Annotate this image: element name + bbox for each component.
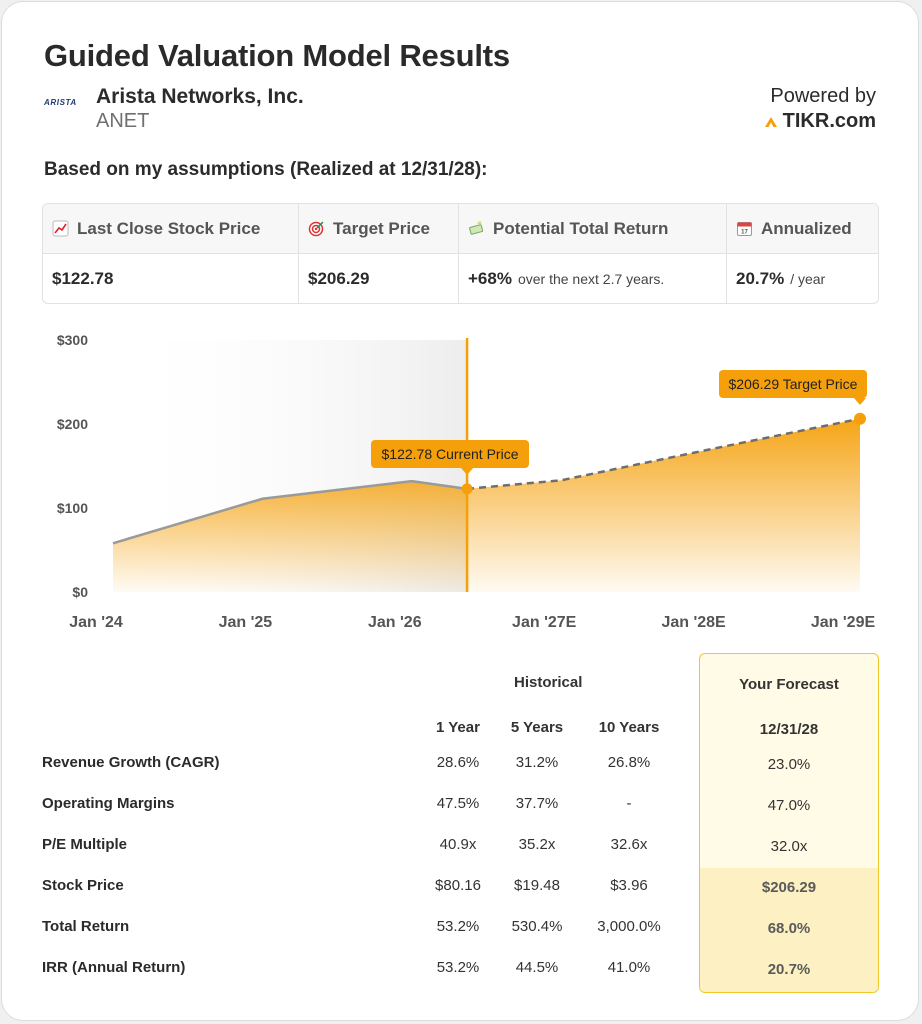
powered-by-label: Powered by	[770, 85, 876, 107]
col-10-years: 10 Years	[598, 719, 660, 736]
forecast-date: 12/31/28	[759, 721, 819, 738]
potential-label: Potential Total Return	[493, 218, 669, 238]
chart-up-icon	[52, 220, 69, 237]
potential-sub: over the next 2.7 years.	[517, 270, 665, 287]
annualized-header	[727, 204, 878, 254]
historical-heading: Historical	[514, 674, 583, 691]
table-row	[0, 836, 922, 866]
company-ticker: ANET	[96, 110, 150, 132]
calendar-icon	[736, 220, 753, 237]
table-row	[0, 918, 922, 948]
target-icon	[308, 220, 325, 237]
row-value: 28.6%	[436, 754, 480, 771]
x-tick-label: Jan '27E	[512, 614, 577, 631]
page-title: Guided Valuation Model Results	[44, 38, 510, 73]
x-tick-label: Jan '26	[367, 614, 422, 631]
y-tick-label: $300	[56, 332, 88, 348]
annualized-value: 20.7%	[736, 268, 785, 288]
row-value: 44.5%	[515, 959, 559, 976]
svg-text:17: 17	[741, 229, 748, 236]
tikr-brand-text: TIKR.com	[782, 110, 876, 132]
col-1-year: 1 Year	[436, 719, 480, 736]
row-value: 41.0%	[607, 959, 651, 976]
row-label: P/E Multiple	[42, 836, 128, 853]
row-label: Total Return	[42, 918, 130, 935]
row-forecast: 68.0%	[767, 920, 811, 937]
row-label: IRR (Annual Return)	[42, 959, 186, 976]
tikr-logo-icon	[764, 116, 778, 128]
x-tick-label: Jan '25	[218, 614, 273, 631]
row-forecast: 20.7%	[767, 961, 811, 978]
y-tick-label: $200	[56, 416, 88, 432]
tikr-brand[interactable]	[764, 110, 876, 133]
row-value: 35.2x	[518, 836, 556, 853]
price-chart	[0, 320, 922, 640]
row-value: 530.4%	[511, 918, 563, 935]
target-label: Target Price	[333, 218, 431, 238]
current-price-point	[462, 483, 473, 494]
last-close-label: Last Close Stock Price	[77, 218, 261, 238]
last-close-value: $122.78	[52, 268, 114, 288]
row-value: 26.8%	[607, 754, 651, 771]
target-price-label: $206.29 Target Price	[728, 376, 858, 392]
annualized-label: Annualized	[761, 218, 852, 238]
target-price-label-group	[719, 370, 867, 405]
assumption-heading: Based on my assumptions (Realized at 12/31/28):	[44, 159, 488, 180]
target-header	[299, 204, 459, 254]
target-price-point	[854, 413, 866, 425]
potential-header	[459, 204, 727, 254]
annualized-sub: / year	[790, 270, 826, 287]
table-row	[0, 754, 922, 784]
row-value: $19.48	[514, 877, 560, 894]
row-value: -	[626, 795, 632, 812]
row-value: 31.2%	[515, 754, 559, 771]
row-value: 53.2%	[436, 918, 480, 935]
table-row	[0, 959, 922, 989]
row-value: 40.9x	[439, 836, 477, 853]
metrics-table	[42, 203, 879, 304]
last-close-value-cell	[43, 254, 299, 303]
col-5-years: 5 Years	[510, 719, 564, 736]
row-label: Stock Price	[42, 877, 124, 894]
row-value: 37.7%	[515, 795, 559, 812]
potential-value: +68%	[468, 268, 512, 288]
y-tick-label: $0	[72, 584, 88, 600]
row-value: 32.6x	[610, 836, 648, 853]
row-forecast: 47.0%	[767, 797, 811, 814]
row-forecast: 32.0x	[770, 838, 808, 855]
row-value: 47.5%	[436, 795, 480, 812]
target-value: $206.29	[308, 268, 370, 288]
target-price-label-pointer	[854, 398, 866, 405]
last-close-header	[43, 204, 299, 254]
row-forecast: $206.29	[761, 879, 817, 896]
current-price-label: $122.78 Current Price	[381, 446, 519, 462]
row-value: 3,000.0%	[597, 918, 661, 935]
y-tick-label: $100	[56, 500, 88, 516]
x-tick-label: Jan '29E	[810, 614, 876, 631]
money-icon	[468, 220, 485, 237]
row-forecast: 23.0%	[767, 756, 811, 773]
row-label: Revenue Growth (CAGR)	[42, 754, 220, 771]
row-label: Operating Margins	[42, 795, 175, 812]
company-logo: ARISTA	[44, 98, 77, 107]
row-value: $3.96	[610, 877, 648, 894]
x-tick-label: Jan '28E	[661, 614, 726, 631]
x-tick-label: Jan '24	[69, 614, 123, 631]
table-row	[0, 877, 922, 907]
annualized-value-cell	[727, 254, 878, 303]
forecast-heading: Your Forecast	[739, 676, 839, 693]
row-value: $80.16	[435, 877, 481, 894]
company-name: Arista Networks, Inc.	[96, 85, 304, 108]
table-row	[0, 795, 922, 825]
target-value-cell	[299, 254, 459, 303]
row-value: 53.2%	[436, 959, 480, 976]
potential-value-cell	[459, 254, 727, 303]
